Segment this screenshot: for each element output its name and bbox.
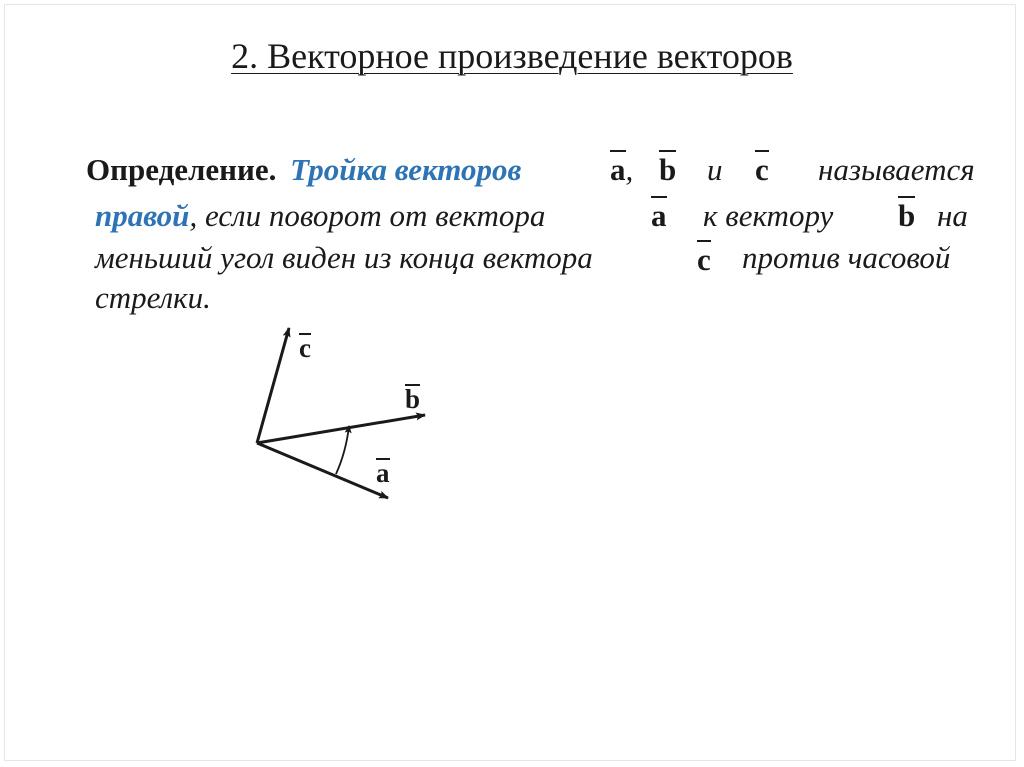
to-vector-text: к вектору <box>703 198 834 233</box>
line-4-text: стрелки. <box>95 280 211 315</box>
definition-label: Определение. <box>86 152 277 187</box>
vector-a-symbol: a <box>610 150 626 190</box>
rotation-arc <box>336 426 349 474</box>
vector-a-symbol-2: a <box>651 196 667 236</box>
diagram-label-b: b <box>405 384 421 414</box>
on-text: на <box>937 198 968 233</box>
vector-b-inline-1 <box>659 150 676 190</box>
definition-line-1 <box>86 150 521 190</box>
line-3-text: меньший угол виден из конца вектора <box>95 240 593 275</box>
called-text: называется <box>818 152 975 187</box>
vector-c-arrow <box>257 328 289 443</box>
definition-line-3 <box>95 238 593 278</box>
triple-phrase: Тройка векторов <box>290 152 522 187</box>
vector-b-arrow <box>257 415 425 443</box>
vector-b-inline-2 <box>898 196 915 236</box>
vector-b-symbol-2: b <box>898 196 915 236</box>
and-word <box>707 150 723 190</box>
definition-line-2 <box>95 196 545 236</box>
and-text: и <box>707 152 723 187</box>
vector-a-inline-2 <box>651 196 667 236</box>
vector-c-symbol-2: c <box>697 240 711 280</box>
vector-a-inline-1 <box>610 150 633 190</box>
counter-clockwise-phrase <box>742 238 950 278</box>
slide-frame <box>4 4 1016 761</box>
on-word <box>937 196 968 236</box>
slide-title <box>0 30 1024 82</box>
vector-b-symbol: b <box>659 150 676 190</box>
diagram-label-a: a <box>376 458 390 488</box>
definition-line-4 <box>95 278 211 318</box>
comma-text: , <box>625 152 634 187</box>
right-word: правой <box>95 198 190 233</box>
diagram-label-c: c <box>299 333 311 363</box>
called-word <box>818 150 975 190</box>
vector-c-inline-2 <box>697 240 711 280</box>
to-vector-phrase <box>703 196 833 236</box>
slide-title-text: 2. Векторное произведение векторов <box>231 36 793 76</box>
vector-a-arrow <box>257 443 388 498</box>
counter-clockwise-text: против часовой <box>742 240 951 275</box>
line-2-text: , если поворот от вектора <box>189 198 546 233</box>
vector-c-symbol: c <box>755 150 769 190</box>
vector-c-inline-1 <box>755 150 769 190</box>
